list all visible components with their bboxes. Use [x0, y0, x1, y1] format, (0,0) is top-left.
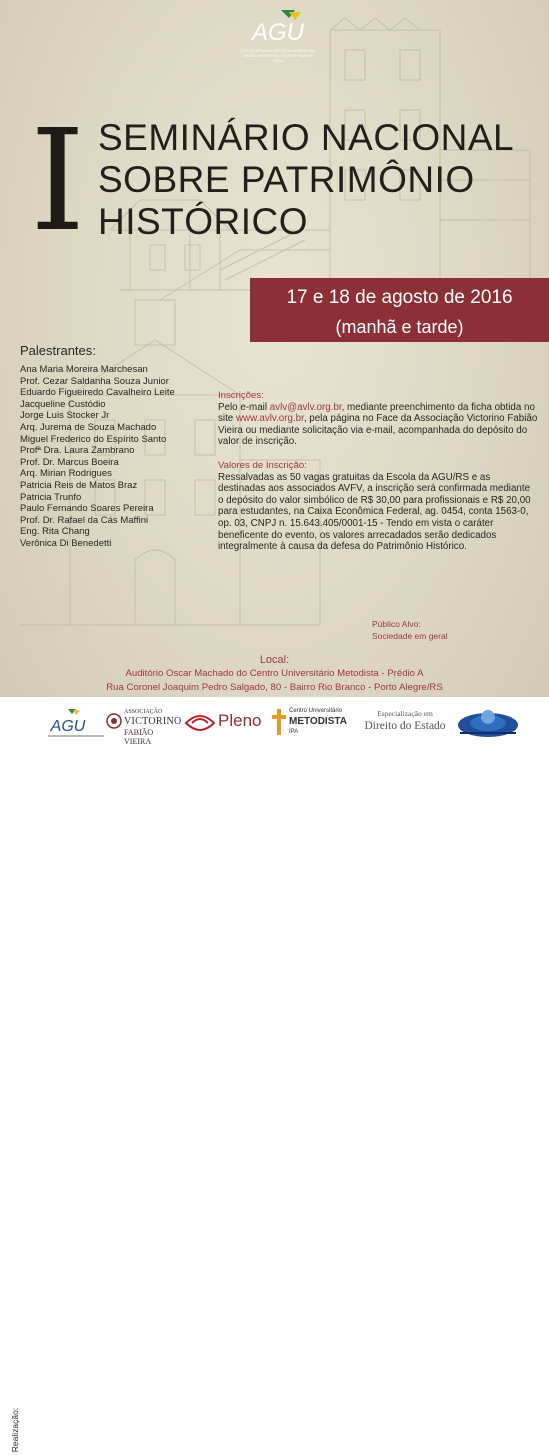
associacao-label: ASSOCIAÇÃO — [124, 709, 163, 715]
blue-emblem-icon — [456, 703, 520, 743]
sponsor-emblem-logo — [456, 703, 520, 748]
inscricoes-text-a: Pelo e-mail — [218, 401, 270, 413]
speaker-item: Eduardo Figueiredo Cavalheiro Leite — [20, 387, 175, 399]
title-line-1: SEMINÁRIO NACIONAL — [98, 117, 515, 158]
date-banner — [250, 278, 549, 342]
valores-heading: Valores de Inscrição: — [218, 459, 307, 471]
sponsor-pleno-logo — [184, 707, 268, 739]
metodista-line-2: METODISTA — [289, 716, 347, 727]
speaker-item: Prof. Dr. Rafael da Cás Maffini — [20, 514, 149, 526]
agu-logo-mark — [245, 8, 311, 48]
speaker-item: Ana Maria Moreira Marchesan — [20, 364, 148, 375]
speaker-item: Patricia Trunfo — [20, 491, 82, 503]
svg-text:AGU: AGU — [251, 19, 305, 46]
speaker-item: Verônica Di Benedetti — [20, 537, 112, 549]
speaker-item: Jorge Luis Stocker Jr — [20, 410, 110, 422]
title-line-3: HISTÓRICO — [98, 201, 309, 242]
roman-numeral: I — [30, 100, 86, 263]
inscricoes-text-c: , pela página no Face da Associação Victorino Fabião Vieira ou mediante solicitação via e-mail, acompanhada do depósito do valor de inscrição. — [218, 413, 538, 448]
website-link[interactable]: www.avlv.org.br — [235, 413, 304, 425]
metodista-line-1: Centro Universitário — [289, 708, 343, 714]
sponsor-bar — [0, 697, 549, 1453]
pleno-emblem-icon — [184, 709, 216, 737]
inscricoes-heading: Inscrições: — [218, 390, 264, 401]
metodista-cross-icon — [272, 709, 286, 735]
venue-line-2: Rua Coronel Joaquim Pedro Salgado, 80 - Bairro Rio Branco - Porto Alegre/RS — [106, 682, 443, 693]
title-line-2: SOBRE PATRIMÔNIO — [98, 159, 475, 200]
event-dates: 17 e 18 de agosto de 2016 — [286, 287, 513, 308]
sponsor-especializacao-logo — [358, 705, 452, 741]
event-period: (manhã e tarde) — [335, 317, 464, 337]
associacao-emblem-icon — [106, 711, 122, 731]
agu-small-logo — [46, 707, 106, 741]
speaker-item: Prof. Dr. Marcus Boeira — [20, 456, 119, 468]
inscricoes-text-b: , mediante preenchimento da ficha obtida no site — [218, 401, 535, 425]
realizacao-label: Realização: — [10, 1407, 20, 1453]
registration-info — [218, 390, 538, 565]
speaker-item: Eng. Rita Chang — [20, 526, 90, 538]
venue-address — [0, 667, 549, 695]
speaker-item: Arq. Mirian Rodrigues — [20, 468, 112, 480]
audience-label: Público Alvo: — [372, 619, 421, 629]
speaker-item: Prof. Cezar Saldanha Souza Junior — [20, 375, 169, 387]
sponsor-agu-logo — [46, 707, 106, 746]
venue-label: Local: — [259, 654, 290, 666]
target-audience — [372, 618, 448, 642]
speakers-list — [20, 364, 175, 550]
venue-line-1: Auditório Oscar Machado do Centro Universitário Metodista - Prédio A — [125, 668, 424, 679]
valores-text: Ressalvadas as 50 vagas gratuitas da Escola da AGU/RS e as destinadas aos associados AVFV, a inscrição será confirmada mediante o depósito do valor simbólico de R$ 30,00 para profissionais e R$ 20,00 para estudantes, na Caixa Econômica Federal, ag. 0454, conta 1563-0, op. 03, CNPJ n. 15.643.405/0001-15 - Tendo em vista o caráter beneficente do evento, os valores arrecadados serão dedicados integralmente à causa da defesa do Patrimônio Histórico. — [218, 471, 531, 553]
event-title — [98, 117, 514, 243]
svg-text:AGU: AGU — [50, 718, 86, 735]
speaker-item: Paulo Fernando Soares Pereira — [20, 503, 154, 515]
agu-logo — [238, 8, 318, 63]
especializacao-line-1: Especialização em — [377, 709, 433, 718]
pleno-name: Pleno — [218, 711, 262, 730]
speaker-item: Patricia Reis de Matos Braz — [20, 479, 138, 491]
metodista-line-3: IPA — [289, 729, 299, 735]
inscricoes-text — [218, 402, 538, 448]
speaker-item: Arq. Jurema de Souza Machado — [20, 421, 157, 433]
associacao-name-1: VICTORINO — [124, 716, 182, 727]
agu-logo-subtext: ESCOLA DA ADVOCACIA-GERAL DA UNIÃO MINISTRO VICTOR NUNES LEAL — [241, 48, 315, 63]
associacao-name-2: FABIÃO VIEIRA — [124, 728, 154, 746]
email-link[interactable]: avlv@avlv.org.br — [269, 401, 342, 413]
sponsor-metodista-logo — [272, 707, 352, 741]
especializacao-line-2: Direito do Estado — [364, 720, 446, 732]
speaker-item: Jacqueline Custódio — [20, 398, 106, 410]
speaker-item: Profª Dra. Laura Zambrano — [20, 445, 135, 457]
speakers-heading: Palestrantes: — [20, 343, 96, 358]
audience-value: Sociedade em geral — [372, 631, 448, 641]
speaker-item: Miguel Frederico do Espírito Santo — [20, 433, 167, 445]
